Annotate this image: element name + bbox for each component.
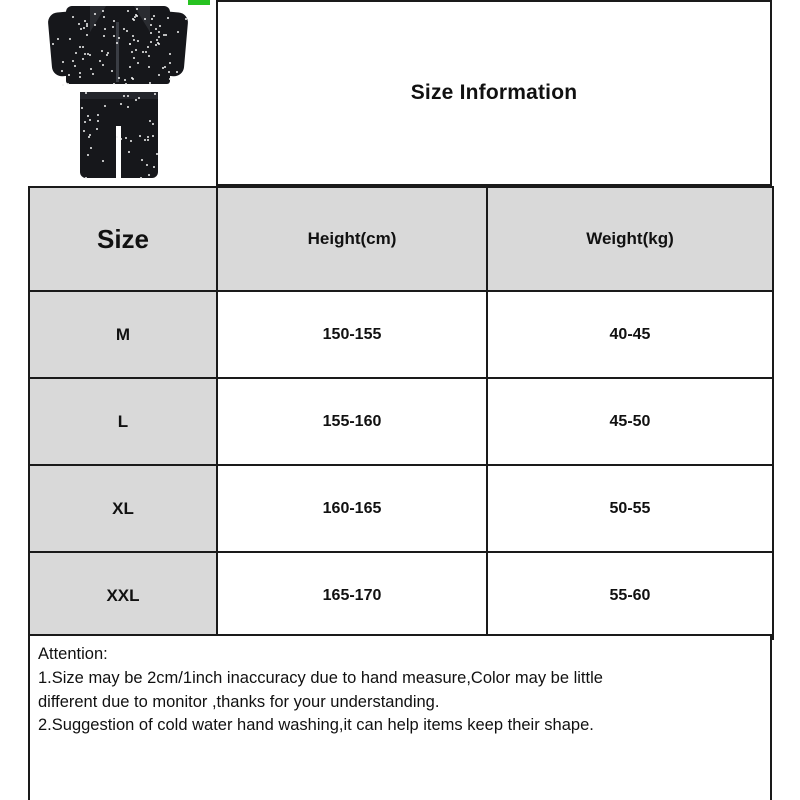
cell-weight: 45-50 bbox=[487, 378, 773, 465]
column-header-height: Height(cm) bbox=[217, 187, 487, 291]
attention-line-1: 1.Size may be 2cm/1inch inaccuracy due to hand measure,Color may be little bbox=[38, 668, 603, 687]
attention-heading: Attention: bbox=[38, 645, 108, 663]
green-notch-marker bbox=[188, 0, 210, 5]
pajama-illustration bbox=[28, 0, 216, 186]
cell-size: M bbox=[29, 291, 217, 378]
column-header-size: Size bbox=[29, 187, 217, 291]
pants-leg-gap bbox=[116, 126, 121, 178]
page-title: Size Information bbox=[410, 81, 578, 104]
attention-line-3: 2.Suggestion of cold water hand washing,it can help items keep their shape. bbox=[38, 716, 594, 735]
cell-height: 165-170 bbox=[217, 552, 487, 639]
cell-height: 150-155 bbox=[217, 291, 487, 378]
attention-line-2: different due to monitor ,thanks for your understanding. bbox=[38, 692, 440, 711]
cell-size: XXL bbox=[29, 552, 217, 639]
header-row bbox=[28, 0, 772, 186]
collar-left bbox=[90, 6, 106, 32]
attention-block bbox=[28, 634, 772, 800]
collar-right bbox=[134, 6, 150, 32]
cell-height: 155-160 bbox=[217, 378, 487, 465]
size-table bbox=[28, 186, 774, 640]
table-row bbox=[29, 552, 773, 639]
table-row bbox=[29, 378, 773, 465]
cell-weight: 40-45 bbox=[487, 291, 773, 378]
cell-weight: 55-60 bbox=[487, 552, 773, 639]
waistband bbox=[80, 92, 158, 99]
cell-weight: 50-55 bbox=[487, 465, 773, 552]
title-cell bbox=[216, 0, 772, 186]
product-image bbox=[28, 0, 216, 186]
button-placket bbox=[116, 22, 119, 82]
table-header-row bbox=[29, 187, 773, 291]
table-row bbox=[29, 465, 773, 552]
cell-size: XL bbox=[29, 465, 217, 552]
column-header-weight: Weight(kg) bbox=[487, 187, 773, 291]
table-row bbox=[29, 291, 773, 378]
cell-size: L bbox=[29, 378, 217, 465]
cell-height: 160-165 bbox=[217, 465, 487, 552]
